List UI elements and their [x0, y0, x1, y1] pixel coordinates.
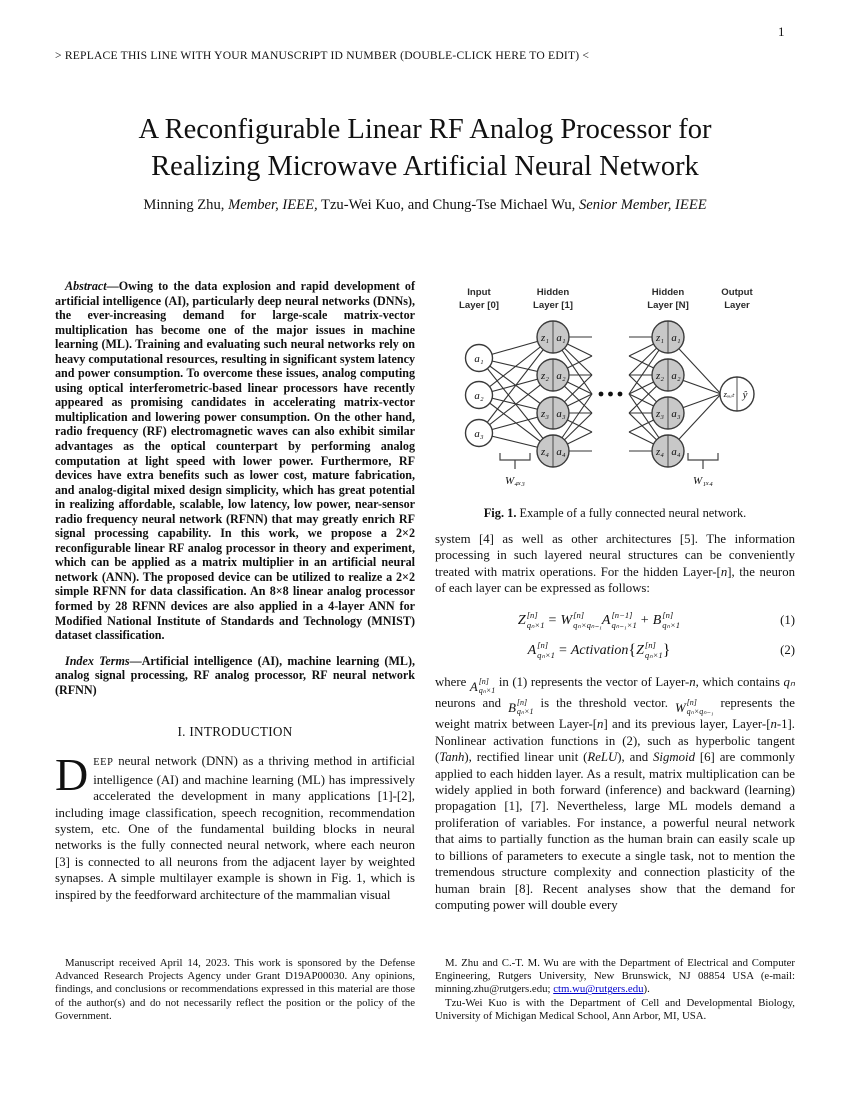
input-node-label: a₂	[474, 390, 484, 402]
email-link[interactable]: ctm.wu@rutgers.edu	[553, 983, 644, 996]
footnote-right	[435, 957, 795, 1023]
layer-label-hidden1-2: Layer [1]	[533, 300, 573, 311]
equation-2	[435, 636, 795, 666]
title-block	[0, 111, 850, 214]
weight-braces	[500, 453, 718, 469]
page-title	[0, 111, 850, 185]
layer-label-input-2: Layer [0]	[459, 300, 499, 311]
layer-label-hiddenN-1: Hidden	[651, 287, 685, 298]
abstract-paragraph: Abstract—Owing to the data explosion and rapid development of artificial intelligence (AI), particularly deep neural networks (DNNs), the ever-increasing demand for large-scale matrix-vector multiplication has become one of the major issues in machine learning (ML). Training and evaluating such neural networks rely on heavy computational resources, resulting in significant system latency and power consumption. To overcome these issues, analog computing using optical interferometric-based linear processors have recently appeared as promising candidates in accelerating matrix-vector multiplication and lowering power consumption. On the other hand, radio frequency (RF) electromagnetic waves can also exhibit similar advantages as the optical counterpart by performing analog computation at light speed with lower power. Furthermore, RF devices have extra benefits such as lower cost, mature fabrication, and analog-digital mixed design simplicity, which has great potential in realizing affordable, scalable, low latency, low power, near-sensor radio frequency neural network (RFNN) that may greatly enrich RF signal processing capability. In this work, we propose a 2×2 reconfigurable linear RF analog processor in theory and experiment, which can be applied as a matrix multiplier in an artificial neural network (ANN). The proposed device can be utilized to realize a 2×2 simple RFNN for data classification. An 8×8 linear analog processor formed by 28 RFNN devices are also applied in a 4-layer ANN for Modified National Institute of Standards and Technology (MNIST) dataset classification.	[55, 279, 415, 643]
equation-1-number: (1)	[780, 613, 795, 628]
equation-2-number: (2)	[780, 643, 795, 658]
hiddenN-a-label: a₂	[671, 370, 681, 382]
hiddenN-z-label: z₄	[656, 446, 664, 458]
hidden1-a-label: a₃	[556, 408, 566, 420]
inline-math: A [n] qₙ×1	[469, 677, 496, 695]
layer-label-input-1: Input	[467, 287, 491, 298]
layer-label-hidden1-1: Hidden	[536, 287, 570, 298]
inline-math: B [n] qₙ×1	[652, 610, 681, 630]
hiddenN-a-label: a₁	[671, 332, 681, 344]
section-heading-introduction: I. INTRODUCTION	[177, 724, 293, 740]
hidden1-a-label: a₁	[556, 332, 566, 344]
left-column	[55, 279, 415, 903]
hidden1-a-label: a₄	[556, 446, 566, 458]
equation-1	[435, 606, 795, 636]
index-terms-paragraph: Index Terms—Artificial intelligence (AI), machine learning (ML), analog signal processing, RF analog processor, RF neural network (RFNN)	[55, 653, 415, 697]
lead-smallcaps: EEP	[93, 757, 114, 769]
inline-math: A [n−1] qₙ₋₁×1	[601, 610, 637, 630]
author-line: Minning Zhu, Member, IEEE, Tzu-Wei Kuo, and Chung-Tse Michael Wu, Senior Member, IEEE	[143, 197, 707, 213]
footnote-affiliation-2: Tzu-Wei Kuo is with the Department of Cell and Developmental Biology, University of Michigan Medical School, Ann Arbor, MI, USA.	[435, 996, 795, 1022]
hidden1-z-label: z₁	[541, 332, 549, 344]
hiddenN-z-label: z₂	[656, 370, 664, 382]
equation-1-body: Z [n] qₙ×1 = W [n] qₙ×qₙ₋₁ A [n−1] qₙ₋₁×1 + B [n] qₙ×1	[517, 610, 681, 630]
ellipsis-dots	[599, 392, 623, 397]
introduction-text: neural network (DNN) as a thriving method in artificial intelligence (AI) and machine learning (ML) has impressively accelerated the development in many applications [1]-[2], including image classification, speech recognition, recommendation system, etc. One of the fundamental building blocks in neural networks is the fully connected neural network, where each neuron [3] is connected to all neurons from the adjacent layer by weighted synapses. A simple multilayer example is shown in Fig. 1, which is inspired by the feedforward architecture of the mammalian visual	[55, 754, 415, 902]
right-column	[435, 281, 795, 913]
hiddenN-z-label: z₁	[656, 332, 664, 344]
weight-label-w43: W₄ₓ₃	[505, 475, 525, 487]
weight-brace-right	[688, 453, 718, 469]
equation-2-body: A [n] qₙ×1 = Activation { Z [n] qₙ×1 }	[527, 640, 671, 660]
page-title-line1: A Reconfigurable Linear RF Analog Processor for	[138, 114, 712, 145]
inline-math: Z [n] qₙ×1	[517, 610, 545, 630]
input-node-label: a₁	[474, 353, 484, 365]
inline-math: Z [n] qₙ×1	[636, 640, 663, 660]
output-z-label: zₒᵤₜ	[723, 389, 735, 399]
footnote-left	[55, 957, 415, 1023]
body-paragraph-2: where A [n] qₙ×1 in (1) represents the vector of Layer-n, which contains qₙ neurons and B [n] qₙ×1 is the threshold vector. W [n] qₙ×qₙ₋₁ represents the weight matrix between Layer-[n] and its previous layer, Layer-[n-1]. Nonlinear activation functions in (2), such as hyperbolic tangent (Tanh), rectified linear unit (ReLU), and Sigmoid [6] are commonly applied to each hidden layer. As a result, matrix multiplication can be widely applied in both forward (inference) and backward (learning) propagation [1], [7]. Nevertheless, large ML models demand a proliferation of variables. For instance, a powerful neural network that aims to partially function as the human brain can easily scale up to billions of parameters to execute a single task, not to mention the tremendous structure complexity and connection plasticity of the human brain [8]. Recent analyses show that the demand for computing power will double every	[435, 674, 796, 912]
hidden1-z-label: z₂	[541, 370, 549, 382]
hiddenN-a-label: a₃	[671, 408, 681, 420]
inline-math: A [n] qₙ×1	[527, 640, 555, 660]
page-number: 1	[778, 24, 785, 39]
layer-label-output-1: Output	[721, 287, 753, 298]
inline-math: W [n] qₙ×qₙ₋₁	[560, 610, 602, 630]
dropcap-letter: D	[55, 749, 89, 801]
layer-label-output-2: Layer	[724, 300, 750, 311]
page-title-line2: Realizing Microwave Artificial Neural Network	[151, 151, 699, 182]
weight-brace-left	[500, 453, 530, 469]
figure1-diagram	[435, 281, 795, 496]
figure1-caption: Fig. 1. Example of a fully connected neural network.	[483, 506, 747, 520]
layer-label-hiddenN-2: Layer [N]	[647, 300, 689, 311]
footnote-affiliation-1: M. Zhu and C.-T. M. Wu are with the Department of Electrical and Computer Engineering, Rutgers University, New Brunswick, NJ 08854 USA (e-mail: minning.zhu@rutgers.edu; ctm.wu@rutgers.edu).	[435, 957, 795, 996]
body-paragraph-1: system [4] as well as other architectures [5]. The information processing in such layered neural structures can be conveniently treated with matrix operations. For the hidden Layer-[n], the neuron of each layer can be expressed as follows:	[435, 532, 795, 596]
inline-math: W [n] qₙ×qₙ₋₁	[674, 698, 714, 717]
equation-block	[435, 606, 795, 666]
output-y-label: ŷ	[742, 389, 748, 401]
hidden1-z-label: z₃	[541, 408, 549, 420]
weight-label-w14: W₁ₓ₄	[693, 475, 713, 487]
hidden1-z-label: z₄	[541, 446, 549, 458]
footnote-manuscript: Manuscript received April 14, 2023. This work is sponsored by the Defense Advanced Research Projects Agency under Grant D19AP00030. Any opinions, findings, and conclusions or recommendations expressed in this material are those of the author(s) and do not necessarily reflect the position or the policy of the Government.	[55, 957, 415, 1022]
hidden1-a-label: a₂	[556, 370, 566, 382]
input-node-label: a₃	[474, 428, 484, 440]
inline-math: B [n] qₙ×1	[508, 698, 534, 717]
hiddenN-a-label: a₄	[671, 446, 681, 458]
hiddenN-z-label: z₃	[656, 408, 664, 420]
figure1	[435, 281, 795, 521]
running-header: > REPLACE THIS LINE WITH YOUR MANUSCRIPT ID NUMBER (DOUBLE-CLICK HERE TO EDIT) <	[55, 49, 590, 62]
introduction-paragraph	[55, 749, 415, 903]
